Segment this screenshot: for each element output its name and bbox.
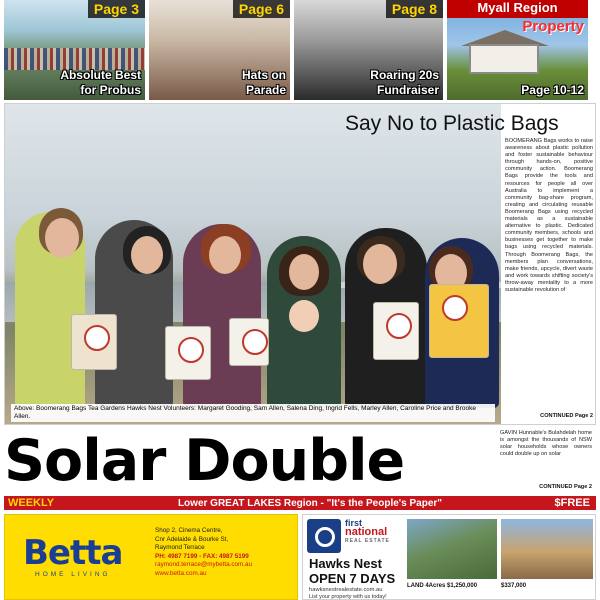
brand-line: national [345, 526, 388, 538]
person-head [363, 244, 397, 284]
crowd-photo [4, 48, 145, 70]
teaser-property[interactable] [447, 0, 588, 100]
banner-tagline: Lower GREAT LAKES Region - "It's the People's Paper" [177, 497, 443, 509]
agency-hours: OPEN 7 DAYS [309, 571, 396, 586]
reusable-bag [429, 284, 489, 358]
betta-email[interactable]: raymond.terrace@mybetta.com.au [155, 561, 253, 568]
betta-contact [155, 527, 295, 578]
person-head [209, 236, 241, 274]
brand-line: first [345, 518, 363, 528]
first-national-brand [345, 519, 390, 546]
continued-link[interactable]: CONTINUED Page 2 [540, 413, 593, 419]
teaser-page-label: Page 3 [88, 0, 145, 18]
first-national-logo-icon [307, 519, 341, 553]
banner-price: $FREE [554, 497, 590, 509]
reusable-bag [373, 302, 419, 360]
reusable-bag [229, 318, 269, 366]
teaser-caption-line: Hats on [241, 68, 286, 82]
masthead-side-text: GAVIN Hunnable's Bulahdelah home is amongst the thousands of NSW solar households whose owners could double up on solar [500, 430, 592, 458]
teaser-roaring-20s[interactable] [294, 0, 443, 100]
teaser-caption-line: Parade [245, 83, 286, 97]
house-photo [469, 44, 539, 74]
teaser-caption [370, 68, 439, 98]
lead-headline: Say No to Plastic Bags [345, 112, 559, 135]
brand-line: REAL ESTATE [345, 538, 390, 544]
reusable-bag [165, 326, 211, 380]
listing-price: LAND 4Acres $1,250,000 [407, 583, 478, 589]
teaser-caption-line: Absolute Best [60, 68, 141, 82]
betta-phone: PH: 4987 7199 - FAX: 4987 5199 [155, 552, 249, 560]
teaser-caption-line: for Probus [80, 83, 141, 97]
photo-caption: Above: Boomerang Bags Tea Gardens Hawks Nest Volunteers: Margaret Gooding, Sam Allen, Salena Ding, Ingrid Fells, Marley Allen, Caroline Price and Brooke Allen. [11, 404, 495, 422]
teaser-page-label: Page 8 [386, 0, 443, 18]
agency-website[interactable]: hawksnestrealestate.com.au [309, 587, 383, 593]
teaser-subtitle: Property [522, 18, 584, 35]
person-head [289, 254, 319, 290]
teaser-caption-line: Roaring 20s [370, 68, 439, 82]
betta-address-line: Raymond Terrace [155, 544, 205, 551]
betta-logo: Betta [23, 533, 123, 573]
betta-website[interactable]: www.betta.com.au [155, 569, 207, 577]
teaser-caption [60, 68, 141, 98]
agency-town: Hawks Nest [309, 556, 382, 571]
teaser-probus[interactable] [4, 0, 145, 100]
baby-head [289, 300, 319, 332]
teaser-section-label: Myall Region [447, 0, 588, 18]
reusable-bag [71, 314, 117, 370]
banner-weekly: WEEKLY [8, 497, 55, 509]
listing-price: $337,000 [501, 583, 527, 589]
person-head [131, 236, 163, 274]
teaser-caption-line: Page 10-12 [521, 83, 584, 97]
teaser-caption [521, 83, 584, 98]
teaser-page-label: Page 6 [233, 0, 290, 18]
region-banner [4, 496, 596, 510]
lead-body-text: BOOMERANG Bags works to raise awareness about plastic pollution and foster sustainable behaviour through hands-on, positive community action. Boomerang Bags provide the tools and resources for people all over Australia to implement a community bag-share program, creating and circulating reusable Boomerang Bags using recycled materials as a sustainable alternative to plastic. Dedicated community members, schools and businesses get together to make bags using recycled materials. Through Boomerang Bags, the members plan conversations, make friends, upcycle, divert waste and work towards shifting society's throw-away mentality to a more sustainable revolution of [505, 138, 593, 293]
continued-link[interactable]: CONTINUED Page 2 [539, 484, 592, 490]
house-listing-photo[interactable] [501, 519, 593, 579]
teaser-hats[interactable] [149, 0, 290, 100]
land-listing-photo[interactable] [407, 519, 497, 579]
teaser-caption [242, 68, 286, 98]
betta-address-line: Shop 2, Cinema Centre, [155, 527, 223, 534]
betta-address-line: Cnr Adelaide & Bourke St, [155, 535, 229, 543]
agency-tagline: List your property with us today! [309, 594, 387, 600]
betta-ad[interactable] [4, 514, 298, 600]
teaser-strip [4, 0, 596, 100]
first-national-ad[interactable] [302, 514, 596, 600]
person-head [45, 218, 79, 258]
masthead-title: Solar Double [4, 428, 405, 494]
lead-story [4, 103, 596, 425]
teaser-caption-line: Fundraiser [376, 83, 439, 97]
betta-subtitle: HOME LIVING [35, 571, 111, 578]
